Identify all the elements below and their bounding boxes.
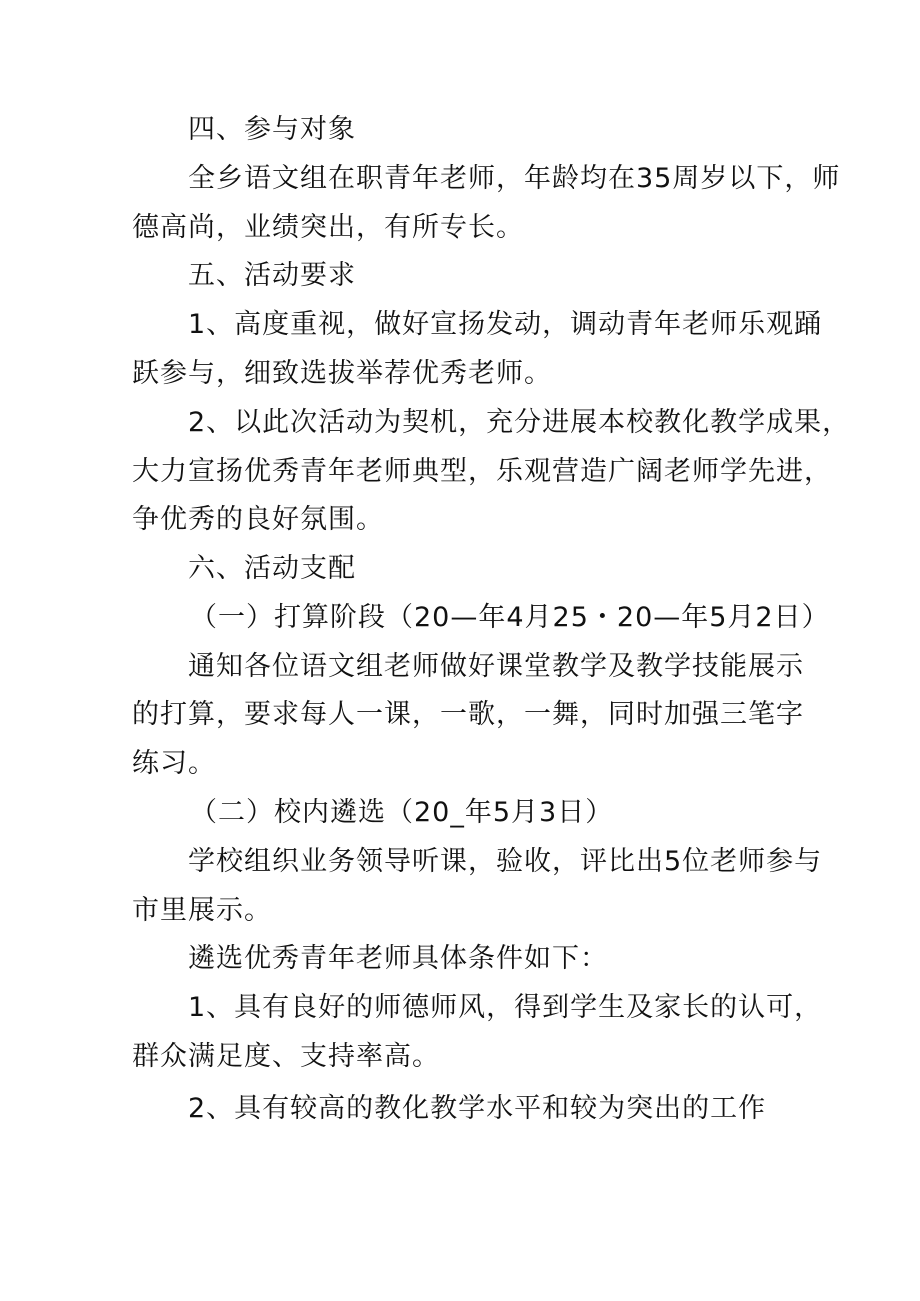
paragraph-line: 遴选优秀青年老师具体条件如下： — [188, 943, 608, 974]
paragraph-line: 2、具有较高的教化教学水平和较为突出的工作 — [188, 1093, 767, 1124]
paragraph-line: 1、高度重视，做好宣扬发动，调动青年老师乐观踊 — [188, 309, 823, 340]
paragraph-line: 市里展示。 — [132, 895, 272, 926]
paragraph-line: 学校组织业务领导听课，验收，评比出5位老师参与 — [188, 846, 823, 877]
paragraph-line: 练习。 — [132, 748, 216, 779]
paragraph-line: 群众满足度、支持率高。 — [132, 1041, 440, 1072]
subsection-heading-selection: （二）校内遴选（20_年5月3日） — [190, 797, 614, 828]
paragraph-line: 2、以此次活动为契机，充分进展本校教化教学成果， — [188, 407, 851, 438]
paragraph-line: 的打算，要求每人一课，一歌，一舞，同时加强三笔字 — [132, 699, 804, 730]
paragraph-line: 1、具有良好的师德师风，得到学生及家长的认可， — [188, 992, 823, 1023]
paragraph-line: 德高尚，业绩突出，有所专长。 — [132, 212, 524, 243]
section-heading-requirements: 五、活动要求 — [188, 260, 356, 291]
paragraph-line: 大力宣扬优秀青年老师典型，乐观营造广阔老师学先进， — [132, 456, 832, 487]
section-heading-participants: 四、参与对象 — [188, 114, 356, 145]
paragraph-line: 通知各位语文组老师做好课堂教学及教学技能展示 — [188, 651, 804, 682]
section-heading-arrangement: 六、活动支配 — [188, 553, 356, 584]
subsection-heading-preparation: （一）打算阶段（20—年4月25・20—年5月2日） — [190, 602, 830, 633]
paragraph-line: 争优秀的良好氛围。 — [132, 504, 384, 535]
paragraph-line: 跃参与，细致选拔举荐优秀老师。 — [132, 358, 552, 389]
paragraph-line: 全乡语文组在职青年老师，年龄均在35周岁以下，师 — [188, 163, 841, 194]
